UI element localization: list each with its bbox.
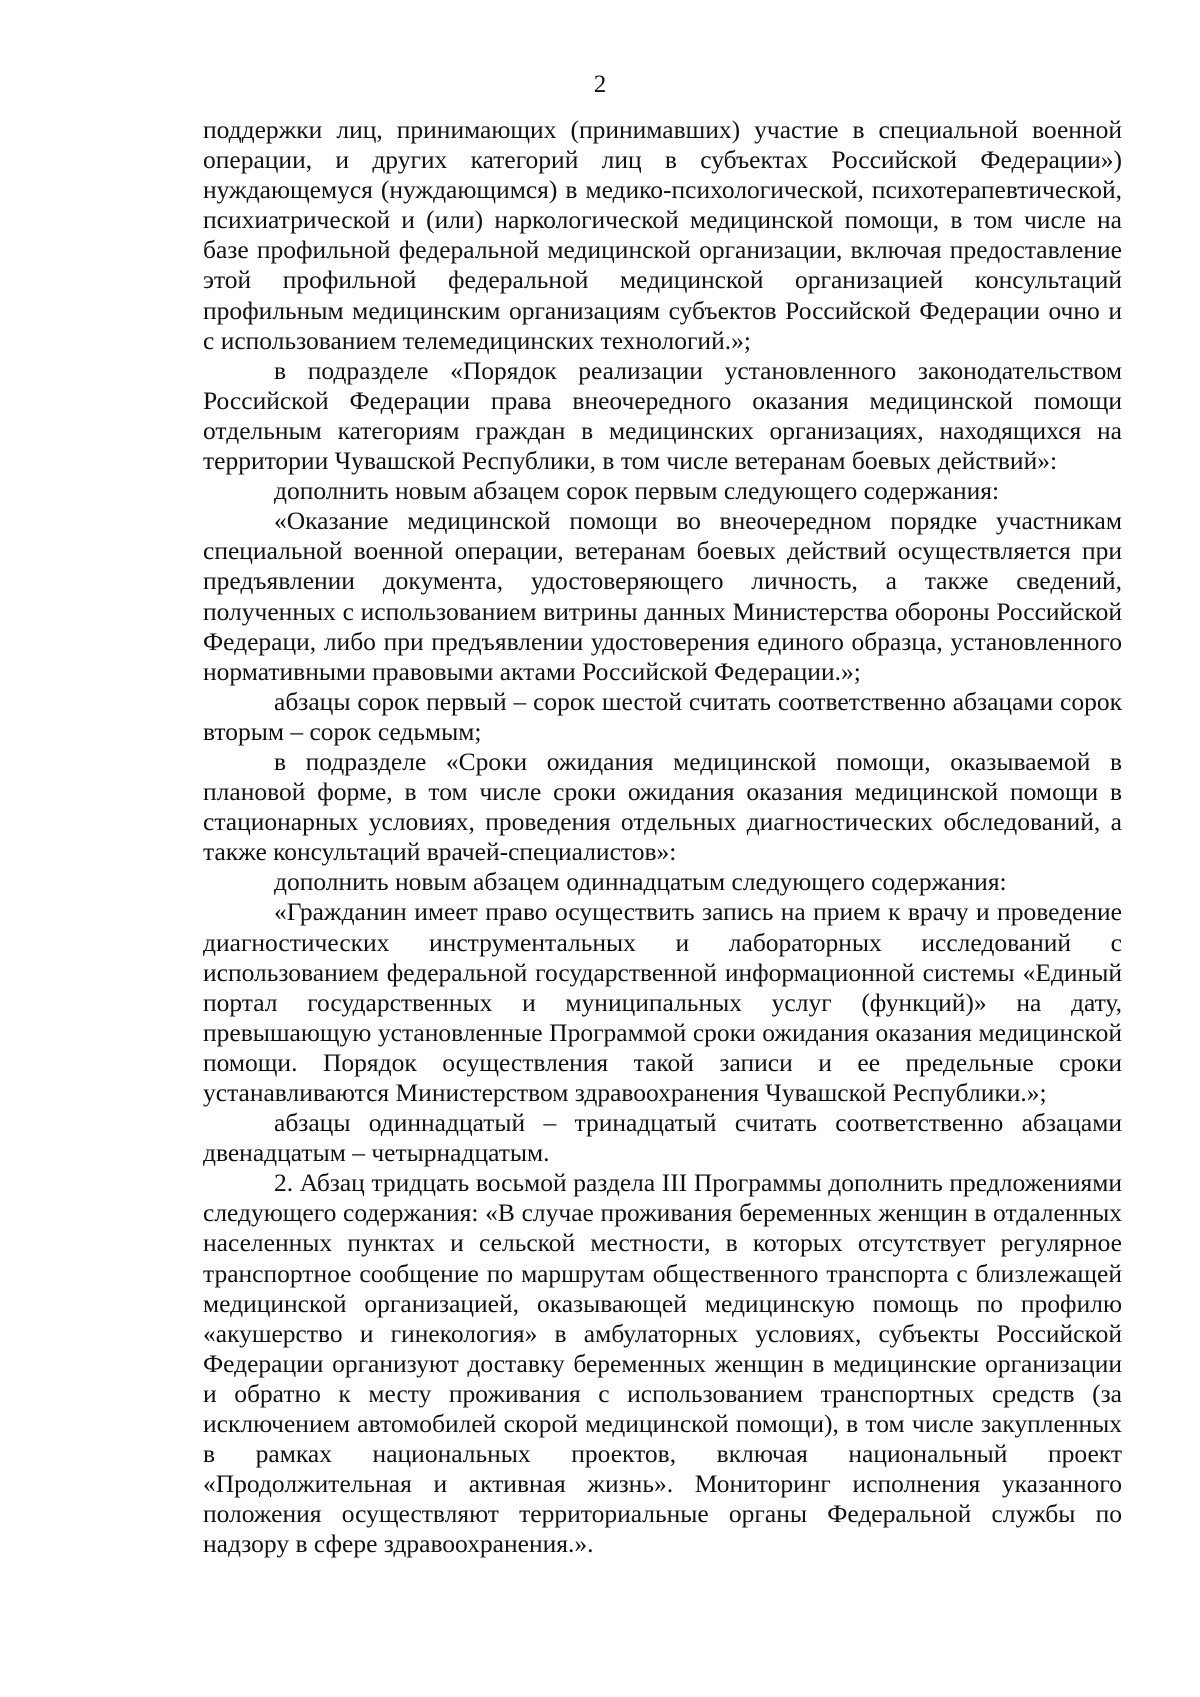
paragraph-1: поддержки лиц, принимающих (принимавших) участие в специальной военной операции, и других категорий лиц в субъектах Российской Федерации») нуждающемуся (нуждающимся) в медико-психологической, психотерапевтической, психиатрической и (или) наркологической медицинской помощи, в том числе на базе профильной федеральной медицинской организации, включая предоставление этой профильной федеральной медицинской организацией консультаций профильным медицинским организациям субъектов Российской Федерации очно и с использованием телемедицинских технологий.»; (203, 115, 1122, 355)
paragraph-9: абзацы одиннадцатый – тринадцатый считать соответственно абзацами двенадцатым – четырнадцатым. (203, 1108, 1122, 1168)
paragraph-4: «Оказание медицинской помощи во внеочередном порядке участникам специальной военной операции, ветеранам боевых действий осуществляется при предъявлении документа, удостоверяющего личность, а также сведений, полученных с использованием витрины данных Министерства обороны Российской Федераци, либо при предъявлении удостоверения единого образца, установленного нормативными правовыми актами Российской Федерации.»; (203, 506, 1122, 686)
paragraph-2: в подразделе «Порядок реализации установленного законодательством Российской Федерации права внеочередного оказания медицинской помощи отдельным категориям граждан в медицинских организациях, находящихся на территории Чувашской Республики, в том числе ветеранам боевых действий»: (203, 355, 1122, 476)
document-body (203, 115, 1122, 1560)
paragraph-3: дополнить новым абзацем сорок первым следующего содержания: (274, 476, 1000, 506)
paragraph-8: «Гражданин имеет право осуществить запись на прием к врачу и проведение диагностических инструментальных и лабораторных исследований с использованием федеральной государственной информационной системы «Единый портал государственных и муниципальных услуг (функций)» на дату, превышающую установленные Программой сроки ожидания оказания медицинской помощи. Порядок осуществления такой записи и ее предельные сроки устанавливаются Министерством здравоохранения Чувашской Республики.»; (203, 897, 1122, 1107)
paragraph-6: в подразделе «Сроки ожидания медицинской помощи, оказываемой в плановой форме, в том числе сроки ожидания оказания медицинской помощи в стационарных условиях, проведения отдельных диагностических обследований, а также консультаций врачей-специалистов»: (203, 746, 1122, 867)
paragraph-5: абзацы сорок первый – сорок шестой считать соответственно абзацами сорок вторым – сорок седьмым; (203, 686, 1122, 746)
page-number: 2 (593, 71, 607, 98)
paragraph-10: 2. Абзац тридцать восьмой раздела III Программы дополнить предложениями следующего содержания: «В случае проживания беременных женщин в отдаленных населенных пунктах и сельской местности, в которых отсутствует регулярное транспортное сообщение по маршрутам общественного транспорта с близлежащей медицинской организацией, оказывающей медицинскую помощь по профилю «акушерство и гинекология» в амбулаторных условиях, субъекты Российской Федерации организуют доставку беременных женщин в медицинские организации и обратно к месту проживания с использованием транспортных средств (за исключением автомобилей скорой медицинской помощи), в том числе закупленных в рамках национальных проектов, включая национальный проект «Продолжительная и активная жизнь». Мониторинг исполнения указанного положения осуществляют территориальные органы Федеральной службы по надзору в сфере здравоохранения.». (203, 1168, 1122, 1559)
paragraph-7: дополнить новым абзацем одиннадцатым следующего содержания: (274, 867, 1007, 897)
